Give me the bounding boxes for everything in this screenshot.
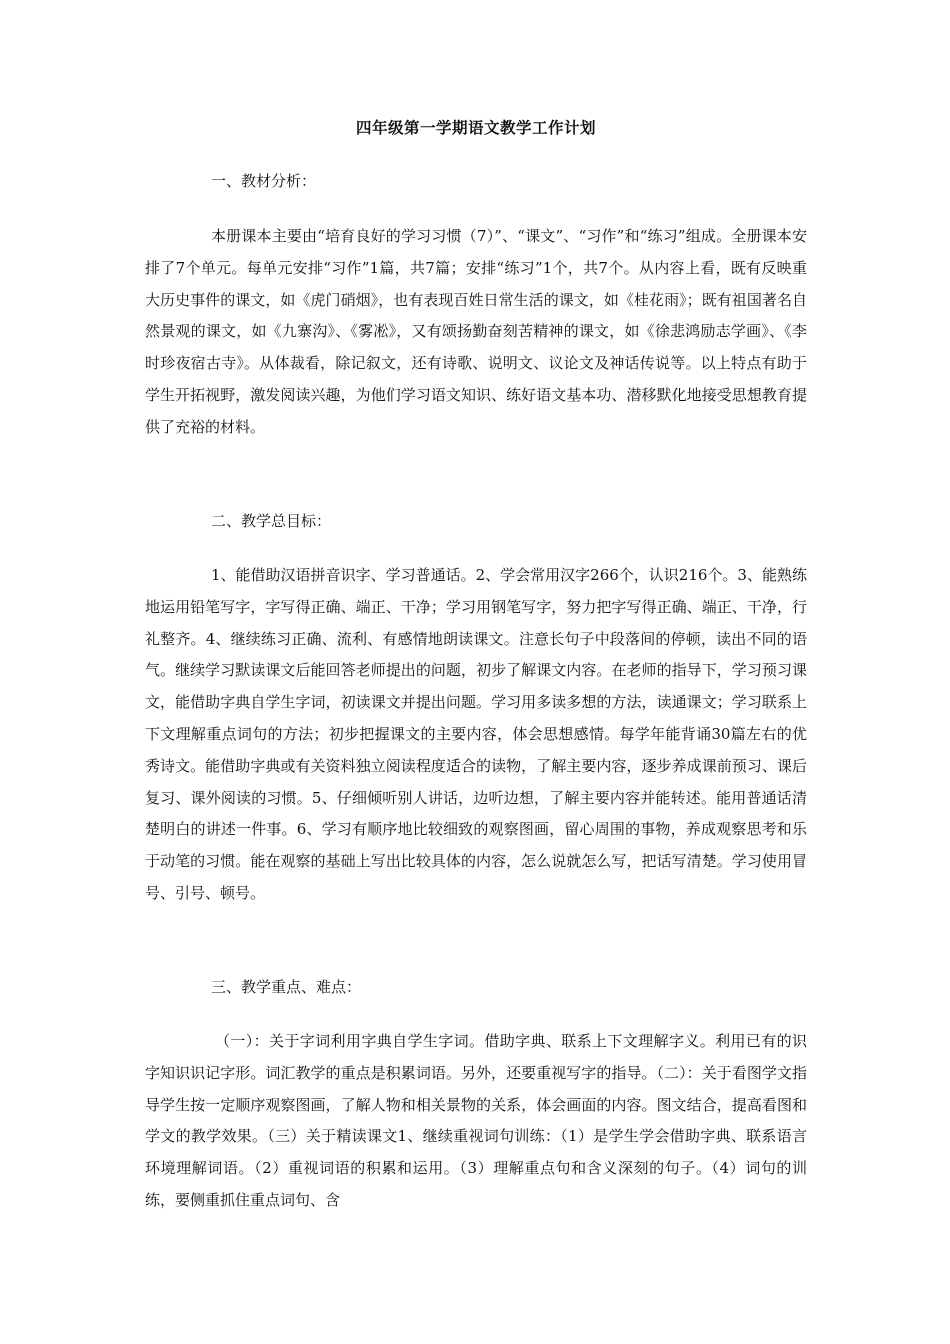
section-body-materials: 本册课本主要由“培育良好的学习习惯（7）”、“课文”、“习作”和“练习”组成。全册课本安排了7个单元。每单元安排“习作”1篇，共7篇；安排“练习”1个，共7个。从内容上看，既有反映重大历史事件的课文，如《虎门硝烟》，也有表现百姓日常生活的课文，如《桂花雨》；既有祖国著名自然景观的课文，如《九寨沟》、《雾凇》，又有颂扬勤奋刻苦精神的课文，如《徐悲鸿励志学画》、《李时珍夜宿古寺》。从体裁看，除记叙文，还有诗歌、说明文、议论文及神话传说等。以上特点有助于学生开拓视野，激发阅读兴趣，为他们学习语文知识、练好语文基本功、潜移默化地接受思想教育提供了充裕的材料。 bbox=[145, 227, 807, 436]
document-title: 四年级第一学期语文教学工作计划 bbox=[355, 118, 596, 137]
section-heading-materials: 一、教材分析： bbox=[211, 172, 317, 190]
section-heading-key-points: 三、教学重点、难点： bbox=[211, 978, 362, 996]
section-heading-goals: 二、教学总目标： bbox=[211, 512, 332, 530]
section-body-goals: 1、能借助汉语拼音识字、学习普通话。2、学会常用汉字266个，认识216个。3、能熟练地运用铅笔写字，字写得正确、端正、干净；学习用钢笔写字，努力把字写得正确、端正、干净，行礼整齐。4、继续练习正确、流利、有感情地朗读课文。注意长句子中段落间的停顿，读出不同的语气。继续学习默读课文后能回答老师提出的问题，初步了解课文内容。在老师的指导下，学习预习课文，能借助字典自学生字词，初读课文并提出问题。学习用多读多想的方法，读通课文；学习联系上下文理解重点词句的方法；初步把握课文的主要内容，体会思想感情。每学年能背诵30篇左右的优秀诗文。能借助字典或有关资料独立阅读程度适合的读物，了解主要内容，逐步养成课前预习、课后复习、课外阅读的习惯。5、仔细倾听别人讲话，边听边想，了解主要内容并能转述。能用普通话清楚明白的讲述一件事。6、学习有顺序地比较细致的观察图画，留心周围的事物，养成观察思考和乐于动笔的习惯。能在观察的基础上写出比较具体的内容，怎么说就怎么写，把话写清楚。学习使用冒号、引号、顿号。 bbox=[145, 566, 807, 902]
section-body-key-points: （一）：关于字词利用字典自学生字词。借助字典、联系上下文理解字义。利用已有的识字知识识记字形。词汇教学的重点是积累词语。另外，还要重视写字的指导。（二）：关于看图学文指导学生按一定顺序观察图画，了解人物和相关景物的关系，体会画面的内容。图文结合，提高看图和学文的教学效果。（三）关于精读课文1、继续重视词句训练：（1）是学生学会借助字典、联系语言环境理解词语。（2）重视词语的积累和运用。（3）理解重点句和含义深刻的句子。（4）词句的训练，要侧重抓住重点词句、含 bbox=[145, 1032, 807, 1209]
